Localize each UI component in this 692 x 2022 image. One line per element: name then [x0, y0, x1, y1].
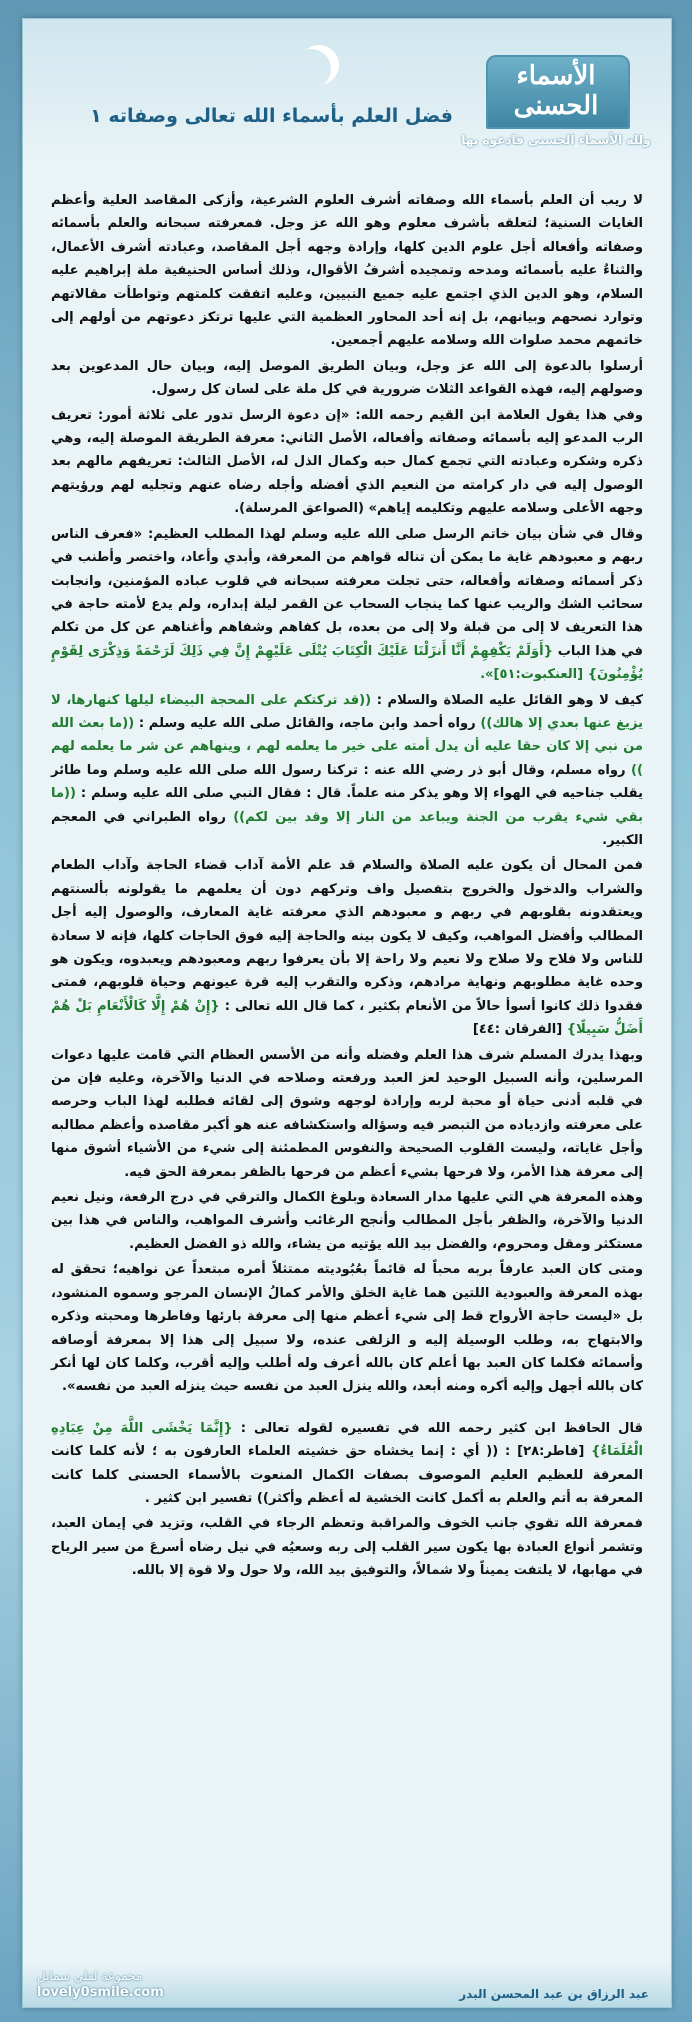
paragraph-text: فمن المحال أن يكون عليه الصلاة والسلام قد علم الأمة آداب قضاء الحاجة وآداب الطعام والشراب والدخول والخروج بتفصيل واف وتركهم دون أن يعلمهم ما يقولونه بألسنتهم ويعتقدونه بقلوبهم في ربهم و معبودهم الذي معرفته غاية المعارف، والوصول إليه أجل المطالب وأفضل المواهب، وكيف لا يكون بينه والحاجة إليه فوق الحاجات كلها، فإنه لا سعادة للناس ولا فلاح ولا صلاح ولا نعيم ولا راحة إلا بأن يعرفوا ربهم ومعبودهم ويعبدوه، ويكون هو وحده غاية مطلوبهم ونهاية مرادهم، وذكره والتقرب إليه قرة عيونهم وحياة قلوبهم، فمتى فقدوا ذلك كانوا أسوأ حالاً من الأنعام بكثير ، كما قال الله تعالى :	[51, 858, 643, 1014]
paragraph-text: [فاطر:٢٨] : (( أي : إنما يخشاه حق خشيته العلماء العارفون به ؛ لأنه كلما كانت المعرفة للعظيم العليم الموصوف بصفات الكمال المنعوت بالأسماء الحسنى كلما كانت المعرفة به أتم والعلم به أكمل كانت الخشية له أعظم وأكثر)) تفسير ابن كثير .	[51, 1444, 643, 1506]
article-card	[22, 18, 672, 2008]
paragraph: لا ريب أن العلم بأسماء الله وصفاته أشرف العلوم الشرعية، وأزكى المقاصد العلية وأعظم الغايات السنية؛ لتعلقه بأشرف معلوم وهو الله عز وجل. فمعرفته سبحانه والعلم بأسمائه وصفاته وأفعاله أجل علوم الدين كلها، وإرادة وجهه أجل المقاصد، وعبادته أشرف الأعمال، والثناءُ عليه بأسمائه ومدحه وتمجيده أشرفُ الأقوال، وذلك أساس الحنيفية ملة إبراهيم عليه السلام، وهو الدين الذي اجتمع عليه جميع النبيين، وعليه اتفقت كلمتهم وتواطأت مقالاتهم وتوارد نصحهم وبيانهم، بل إنه أحد المحاور العظمية التي عليها ترتكز دعوتهم من أولهم إلى خاتمهم محمد صلوات الله وسلامه عليهم أجمعين.	[51, 193, 643, 349]
article-body	[51, 189, 643, 1585]
quran-verse: {إِنْ هُمْ إِلَّا كَالْأَنْعَامِ بَلْ هُمْ أَضَلُّ سَبِيلًا}	[51, 998, 643, 1038]
paragraph: وبهذا يدرك المسلم شرف هذا العلم وفضله وأنه من الأسس العظام التي قامت عليها دعوات المرسلين، وأنه السبيل الوحيد لعز العبد ورفعته وصلاحه في الدنيا والآخرة، وعليه فإن من في قلبه أدنى حياة أو محبة لربه وإرادة لوجهه وشوق إلى لقائه فطلبه لهذا الباب وحرصه على معرفته وازدياده من التبصر فيه وسؤاله واستكشافه عنه هو أكبر مقاصده وأعظم مطالبه وأجل غاياته، وليست القلوب الصحيحة والنفوس المطمئنة إلى شيء من الأشياء أشوق منها إلى معرفة هذا الأمر، ولا فرحها بشيء أعظم من فرحها بالظفر بمعرفة الحق فيه.	[51, 1047, 643, 1180]
page-title: فضل العلم بأسماء الله تعالى وصفاته ١	[90, 105, 453, 127]
hadith-quote: ((ما بقي شيء يقرب من الجنة ويباعد من النار إلا وقد بين لكم))	[51, 786, 643, 825]
hadith-text: رواه أحمد وابن ماجه، والقائل صلى الله عليه وسلم :	[138, 715, 481, 731]
hadith-intro: كيف لا وهو القائل عليه الصلاة والسلام :	[376, 692, 643, 708]
hadith-paragraph	[51, 689, 643, 853]
logo-title: الأسماء الحسنى	[513, 61, 599, 121]
quran-verse-end: لِقَوْمٍ يُؤْمِنُونَ} [العنكبوت:٥١]».	[51, 643, 643, 683]
crescent-moon-icon	[291, 49, 331, 89]
logo-subtitle: ولله الأسماء الحسنى فادعوه بها	[461, 133, 651, 147]
paragraph: وهذه المعرفة هي التي عليها مدار السعادة وبلوغ الكمال والترقي في درج الرفعة، ونيل نعيم الدنيا والآخرة، والظفر بأجل المطالب وأنجح الرغائب وأشرف المواهب، والناس في هذا بين مستكثر ومقل ومحروم، والفضل بيد الله يؤتيه من يشاء، والله ذو الفضل العظيم.	[51, 1190, 643, 1252]
paragraph: ومتى كان العبد عارفاً بربه محباً له قائماً بعُبُوديته ممتثلاً أمره مبتعداً عن نواهيه؛ تحقق له بهذه المعرفة والعبودية اللتين هما غاية الخلق والأمر كمالُ الإنسان المرجو وسموه المنشود، بل «ليست حاجة الأرواح قط إلى شيء أعظم منها إلى معرفة بارئها وفاطرها ومحبته وذكره والابتهاج به، وطلب الوسيلة إليه و الزلفى عنده، ولا سبيل إلى هذا إلا بمعرفة أوصافه وأسمائه فكلما كان العبد بها أعلم كان بالله أعرف وله أطلب وإليه أقرب، وكلما كان لها أنكر كان بالله أجهل وإليه أكره ومنه أبعد، والله ينزل العبد من نفسه حيث ينزله العبد من نفسه».	[51, 1262, 643, 1395]
paragraph-text: وقال في شأن بيان خاتم الرسل صلى الله عليه وسلم لهذا المطلب العظيم: «فعرف الناس ربهم و معبودهم غاية ما يمكن أن تناله قواهم من المعرفة، وأبدي وأعاد، واختصر وأطنب في ذكر أسمائه وصفاته وأفعاله، حتى تجلت معرفته سبحانه في قلوب عباده المؤمنين، وانجابت سحائب الشك والريب عنها كما ينجاب السحاب عن القمر ليلة إبداره، ولم يدع لأمته حاجة في هذا التعريف لا إلى من قبلة ولا إلى من بعده، بل كفاهم وشفاهم وأغناهم عن كل من تكلم في هذا الباب	[51, 526, 643, 659]
site-name: مجموعة لفلي سمايل	[37, 1969, 143, 1983]
paragraph: وفي هذا يقول العلامة ابن القيم رحمه الله: «إن دعوة الرسل تدور على ثلاثة أمور: تعريف الرب المدعو إليه بأسمائه وصفاته وأفعاله، الأصل الثاني: معرفة الطريقة الموصلة إليه، وهي ذكره وشكره وعبادته التي تجمع كمال حبه وكمال الذل له، الأصل الثالث: تعريفهم مالهم بعد الوصول إليه في دار كرامته من النعيم الذي أفضله وأجله رضاه عنهم وتجليه لهم ورؤيتهم وجهه الأعلى وسلامه عليهم وتكليمه إياهم» (الصواعق المرسلة).	[51, 407, 643, 517]
spacer	[51, 1401, 643, 1417]
header	[23, 19, 671, 169]
verse-reference: [الفرقان :٤٤]	[472, 1022, 567, 1038]
footer	[23, 1963, 671, 2007]
paragraph: فمعرفة الله تقوي جانب الخوف والمراقبة وتعظم الرجاء في القلب، وتزيد في إيمان العبد، وتشمر أنواع العبادة بها يكون سير القلب إلى ربه وسعيُه في نيل رضاه أسرعَ من سير الرياح في مهابها، لا يلتفت يميناً ولا شمالاً، والتوفيق بيد الله، ولا حول ولا قوة إلا بالله.	[51, 1516, 643, 1579]
site-url[interactable]: lovely0smile.com	[37, 1985, 164, 2000]
paragraph-text: قال الحافظ ابن كثير رحمه الله في تفسيره لقوله تعالى :	[240, 1420, 643, 1436]
author-name: عبد الرزاق بن عبد المحسن البدر	[459, 1987, 649, 2001]
hadith-quote: ((قد تركتكم على المحجة البيضاء ليلها كنهارها، لا يزيغ عنها بعدي إلا هالك))	[51, 692, 644, 731]
hadith-text: رواه الطبراني في المعجم الكبير.	[51, 809, 643, 848]
quran-verse: {أَوَلَمْ يَكْفِهِمْ أَنَّا أَنزَلْنَا عَلَيْكَ الْكِتَابَ يُتْلَى عَلَيْهِمْ إِنَّ فِي ذَلِكَ لَرَحْمَةً وَذِكْرَى	[87, 643, 553, 659]
paragraph	[51, 854, 643, 1041]
logo	[461, 55, 651, 163]
paragraph: أرسلوا بالدعوة إلى الله عز وجل، وبيان الطريق الموصل إليه، وبيان حال المدعوين بعد وصولهم إليه، فهذه القواعد الثلاث ضرورية في كل ملة على لسان كل رسول.	[51, 358, 643, 398]
paragraph	[51, 1417, 643, 1511]
paragraph	[51, 523, 643, 687]
hadith-quote: ((ما بعث الله من نبي إلا كان حقا عليه أن يدل أمته على خير ما يعلمه لهم ، وينهاهم عن شر ما يعلمه لهم ))	[51, 715, 643, 778]
quran-verse: {إِنَّمَا يَخْشَى اللَّهَ مِنْ عِبَادِهِ الْعُلَمَاءُ}	[51, 1420, 644, 1460]
hadith-text: رواه مسلم، وقال أبو ذر رضي الله عنه : تركنا رسول الله صلى الله عليه وسلم وما طائر يقلب جناحيه في الهواء إلا وهو يذكر منه علماً. قال : فقال النبي صلى الله عليه وسلم :	[51, 762, 643, 802]
